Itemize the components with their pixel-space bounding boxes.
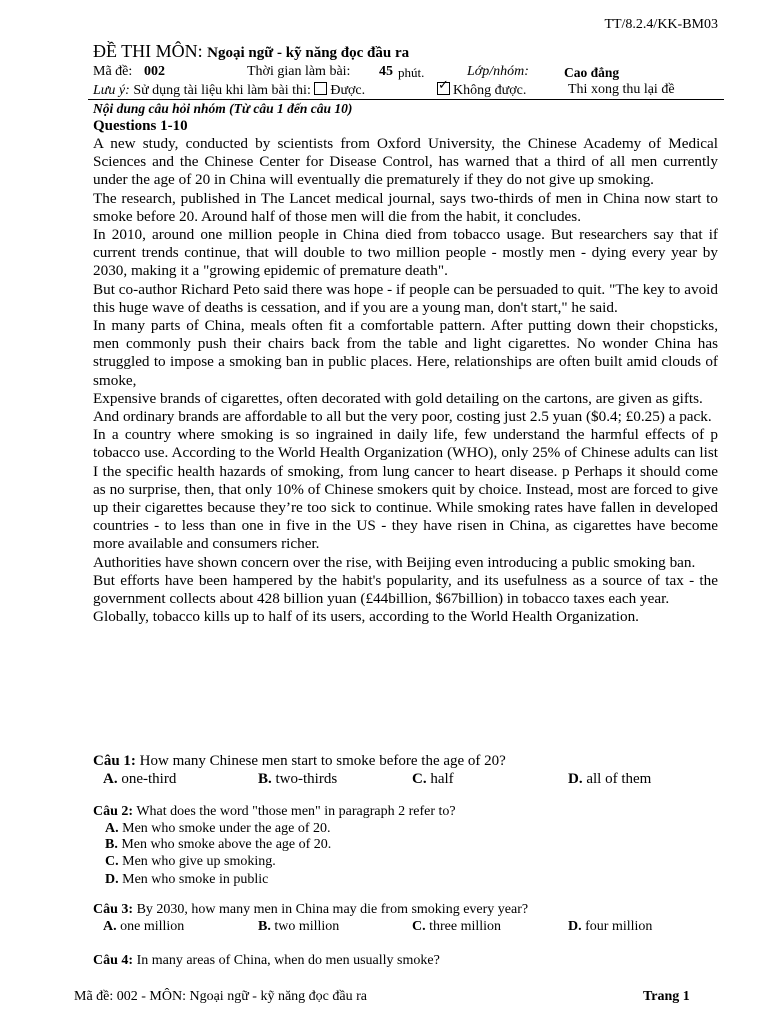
q3-option-c[interactable] bbox=[412, 919, 501, 935]
option-text: Men who smoke in public bbox=[122, 872, 269, 887]
passage-paragraph: Globally, tobacco kills up to half of its users, according to the World Health Organization. bbox=[93, 608, 639, 626]
option-letter: D. bbox=[568, 771, 583, 787]
option-letter: A. bbox=[103, 919, 117, 934]
option-text: Men who smoke under the age of 20. bbox=[122, 821, 331, 836]
question-label: Câu 1: bbox=[93, 753, 136, 769]
question-2 bbox=[93, 804, 456, 820]
questions-heading: Questions 1-10 bbox=[93, 118, 188, 134]
option-text: one million bbox=[120, 919, 185, 934]
exam-code-value: 002 bbox=[144, 64, 165, 79]
question-text: In many areas of China, when do men usually smoke? bbox=[136, 953, 440, 968]
q1-option-b[interactable] bbox=[258, 771, 337, 788]
option-letter: D. bbox=[105, 872, 119, 887]
option-letter: A. bbox=[105, 821, 119, 836]
question-label: Câu 2: bbox=[93, 804, 134, 819]
passage-paragraph: A new study, conducted by scientists from Oxford University, the Chinese Academy of Medical Sciences and the Chinese Center for Disease Control, has warned that a third of all men currently under the age of 20 in China will eventually die prematurely if they do not give up smoking. bbox=[93, 135, 718, 189]
q2-option-a[interactable] bbox=[105, 821, 331, 837]
reading-passage bbox=[93, 135, 718, 626]
q2-option-d[interactable] bbox=[105, 872, 268, 888]
option-letter: C. bbox=[105, 854, 119, 869]
passage-paragraph: Expensive brands of cigarettes, often decorated with gold detailing on the cartons, are given as gifts. bbox=[93, 389, 703, 407]
q1-option-d[interactable] bbox=[568, 771, 651, 788]
not-allowed-label: Không được. bbox=[453, 83, 527, 98]
q3-option-b[interactable] bbox=[258, 919, 339, 935]
passage-paragraph: The research, published in The Lancet medical journal, says two-thirds of men in China now start to smoke before 20. Around half of those men will die from the habit, it concludes. bbox=[93, 189, 718, 225]
option-letter: B. bbox=[258, 919, 271, 934]
passage-paragraph: Authorities have shown concern over the rise, with Beijing even introducing a public smoking ban. bbox=[93, 553, 696, 571]
exam-code-label: Mã đề: bbox=[93, 64, 133, 79]
q3-option-d[interactable] bbox=[568, 919, 652, 935]
question-text: How many Chinese men start to smoke before the age of 20? bbox=[139, 753, 506, 769]
question-label: Câu 3: bbox=[93, 902, 134, 917]
exam-title bbox=[93, 41, 409, 62]
section-title: Nội dung câu hỏi nhóm (Từ câu 1 đến câu 10) bbox=[93, 101, 353, 116]
time-label: Thời gian làm bài: bbox=[247, 64, 351, 79]
time-value: 45 bbox=[379, 64, 393, 79]
q1-option-c[interactable] bbox=[412, 771, 454, 788]
q3-option-a[interactable] bbox=[103, 919, 184, 935]
option-text: two-thirds bbox=[275, 771, 338, 787]
note-row bbox=[93, 82, 365, 99]
q2-option-b[interactable] bbox=[105, 837, 331, 853]
question-1 bbox=[93, 753, 506, 770]
passage-paragraph: In 2010, around one million people in China died from tobacco usage. But researchers say that if current trends continue, that will double to two million people - mostly men - dying every year by 2030, making it a "growing epidemic of premature death". bbox=[93, 226, 718, 280]
option-letter: B. bbox=[105, 837, 118, 852]
option-letter: D. bbox=[568, 919, 582, 934]
collect-note: Thi xong thu lại đề bbox=[568, 82, 675, 97]
passage-paragraph: In a country where smoking is so ingrained in daily life, few understand the harmful effects of p tobacco use. According to the World Health Organization (WHO), only 25% of Chinese adults can list I the specific health hazards of smoking, from lung cancer to heart disease. p Perhaps it should come as no surprise, then, that only 10% of Chinese smokers quit by choice. Instead, most are forced to give up their cigarettes because they’re too sick to continue. While smoking rates have fallen in developed countries - to less than one in five in the US - they have risen in China, as cigarettes have become more available and consumers richer. bbox=[93, 426, 718, 553]
q2-option-c[interactable] bbox=[105, 854, 276, 870]
time-unit: phút. bbox=[398, 65, 425, 80]
option-text: one-third bbox=[121, 771, 177, 787]
option-text: three million bbox=[429, 919, 502, 934]
option-text: all of them bbox=[586, 771, 652, 787]
question-3 bbox=[93, 902, 528, 918]
title-prefix: ĐỀ THI MÔN: bbox=[93, 41, 203, 61]
passage-paragraph: And ordinary brands are affordable to all but the very poor, costing just 2.5 yuan ($0.4; £0.25) a pack. bbox=[93, 408, 712, 426]
note-text: Sử dụng tài liệu khi làm bài thi: bbox=[133, 83, 311, 98]
option-text: two million bbox=[274, 919, 340, 934]
question-label: Câu 4: bbox=[93, 953, 134, 968]
passage-paragraph: But co-author Richard Peto said there was hope - if people can be persuaded to quit. "The key to avoid this huge wave of deaths is cessation, and if you are a young man, don't start," he said. bbox=[93, 280, 718, 316]
passage-paragraph: In many parts of China, meals often fit a comfortable pattern. After putting down their chopsticks, men commonly push their chairs back from the table and light cigarettes. No wonder China has struggled to impose a smoking ban in public places. Here, relationships are often built amid clouds of smoke, bbox=[93, 317, 718, 389]
option-text: half bbox=[430, 771, 454, 787]
option-letter: A. bbox=[103, 771, 118, 787]
not-allowed-checkbox[interactable] bbox=[437, 82, 450, 95]
passage-paragraph: But efforts have been hampered by the habit's popularity, and its usefulness as a source of tax - the government collects about 428 billion yuan (£44billion, $67billion) in tobacco taxes each year. bbox=[93, 571, 718, 608]
note-label: Lưu ý: bbox=[93, 83, 130, 98]
page-number: Trang 1 bbox=[643, 989, 690, 1004]
option-text: four million bbox=[585, 919, 653, 934]
not-allowed-option bbox=[437, 82, 526, 99]
question-text: What does the word "those men" in paragraph 2 refer to? bbox=[136, 804, 456, 819]
question-text: By 2030, how many men in China may die from smoking every year? bbox=[136, 902, 529, 917]
q1-option-a[interactable] bbox=[103, 771, 176, 788]
option-letter: C. bbox=[412, 771, 427, 787]
subject-name: Ngoại ngữ - kỹ năng đọc đầu ra bbox=[207, 45, 410, 61]
option-letter: B. bbox=[258, 771, 272, 787]
footer-exam-info: Mã đề: 002 - MÔN: Ngoại ngữ - kỹ năng đọc đầu ra bbox=[74, 989, 367, 1004]
allowed-label: Được. bbox=[330, 83, 366, 98]
class-label: Lớp/nhóm: bbox=[467, 64, 529, 79]
option-text: Men who give up smoking. bbox=[122, 854, 276, 869]
allowed-checkbox[interactable] bbox=[314, 82, 327, 95]
option-letter: C. bbox=[412, 919, 426, 934]
option-text: Men who smoke above the age of 20. bbox=[121, 837, 332, 852]
question-4 bbox=[93, 953, 440, 969]
header-divider bbox=[88, 99, 724, 100]
document-code: TT/8.2.4/KK-BM03 bbox=[604, 17, 718, 32]
class-value: Cao đẳng bbox=[564, 65, 620, 80]
